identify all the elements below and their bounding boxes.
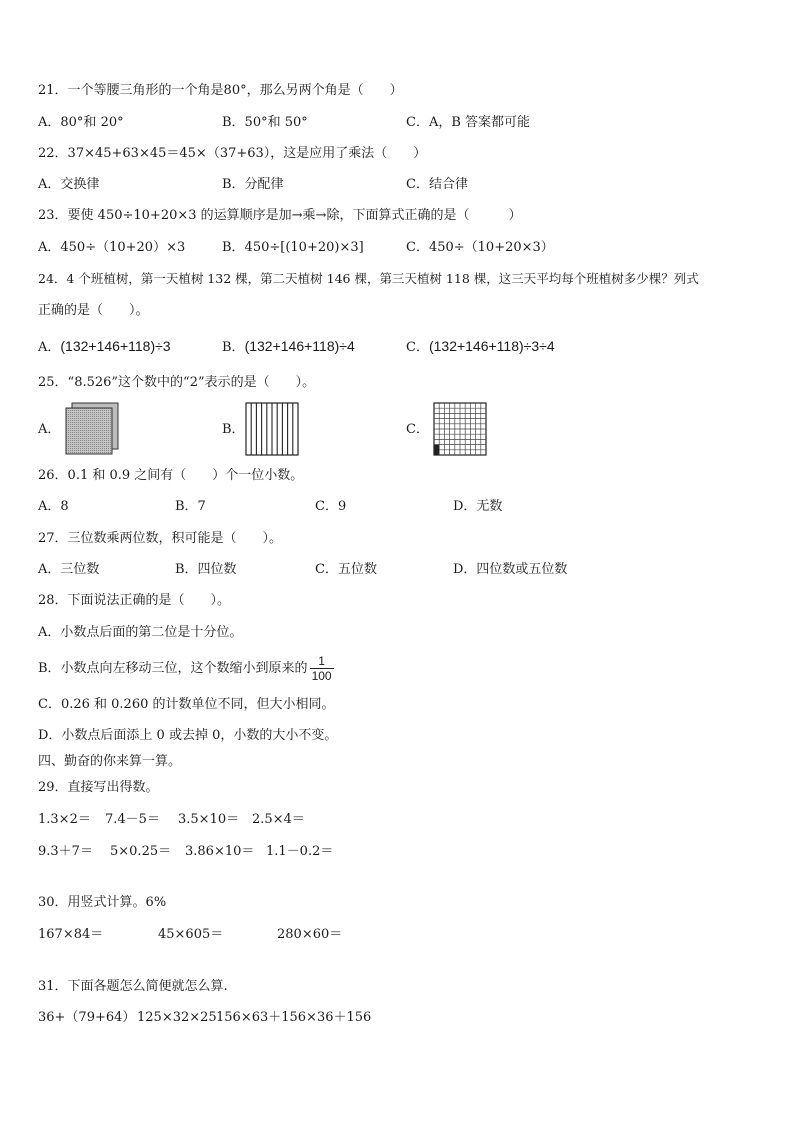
q29-item: 3.5×10＝: [178, 812, 240, 827]
section-4-heading: 四、勤奋的你来算一算。: [38, 754, 182, 769]
q26-option-b: B．7: [175, 499, 206, 514]
q22-stem: 22．37×45+63×45＝45×（37+63），这是应用了乘法（ ）: [38, 146, 427, 161]
q29-item: 7.4－5＝: [105, 812, 160, 827]
q24-option-a-label: A．: [38, 340, 61, 355]
q29-stem: 29．直接写出得数。: [38, 780, 159, 795]
q30-item: 280×60＝: [277, 927, 343, 942]
q24-option-b-label: B．: [222, 340, 245, 355]
q30-stem: 30．用竖式计算。6%: [38, 895, 167, 910]
q28-option-b-text: B．小数点向左移动三位，这个数缩小到原来的: [38, 661, 308, 676]
q21-option-c: C．A，B 答案都可能: [406, 115, 531, 130]
q29-item: 1.1－0.2＝: [266, 844, 334, 859]
q21-option-b: B．50°和 50°: [222, 115, 308, 130]
q28-option-d: D．小数点后面添上 0 或去掉 0，小数的大小不变。: [38, 728, 338, 743]
q24-option-a-expr: (132+146+118)÷3: [60, 338, 171, 354]
q28-option-b-fraction: [310, 654, 334, 683]
q30-item: 45×605＝: [158, 927, 224, 942]
q26-option-c: C．9: [315, 499, 347, 514]
q23-stem: 23．要使 450÷10+20×3 的运算顺序是加→乘→除，下面算式正确的是（ ）: [38, 208, 522, 223]
q25-option-b-label: B．: [222, 422, 245, 437]
q28-stem: 28．下面说法正确的是（ ）。: [38, 593, 231, 608]
q24-option-b-expr: (132+146+118)÷4: [244, 338, 355, 354]
q22-option-c: C．结合律: [406, 177, 468, 192]
q26-option-d: D．无数: [453, 499, 503, 514]
q23-option-b: B．450÷[(10+20)×3]: [222, 240, 364, 255]
q29-item: 2.5×4＝: [252, 812, 305, 827]
q24-option-c: [406, 338, 555, 356]
q25-option-b-picture: [245, 402, 300, 456]
q27-option-d: D．四位数或五位数: [453, 562, 568, 577]
q27-stem: 27．三位数乘两位数，积可能是（ ）。: [38, 531, 283, 546]
q31-item: 125×32×25: [137, 1010, 217, 1025]
q23-option-a: A．450÷（10+20）×3: [38, 240, 186, 255]
q29-item: 9.3＋7＝: [38, 844, 93, 859]
q25-stem: 25．“8.526”这个数中的“2”表示的是（ ）。: [38, 375, 316, 390]
q21-option-a: A．80°和 20°: [38, 115, 124, 130]
q25-option-a-label: A．: [38, 422, 61, 437]
q30-item: 167×84＝: [38, 927, 104, 942]
q27-option-a: A．三位数: [38, 562, 100, 577]
fraction-numerator: 1: [310, 654, 334, 669]
q27-option-c: C．五位数: [315, 562, 377, 577]
q23-option-c: C．450÷（10+20×3）: [406, 240, 554, 255]
q24-stem-line1: 24．4 个班植树，第一天植树 132 棵，第二天植树 146 棵，第三天植树 118 棵，这三天平均每个班植树多少棵？列式: [38, 271, 699, 286]
q24-option-c-label: C．: [406, 340, 429, 355]
q26-option-a: A．8: [38, 499, 69, 514]
q25-option-a-picture: [64, 402, 120, 456]
q24-option-b: [222, 338, 355, 356]
q25-option-c-label: C．: [406, 422, 429, 437]
q29-item: 1.3×2＝: [38, 812, 91, 827]
q22-option-b: B．分配律: [222, 177, 284, 192]
q28-option-a: A．小数点后面的第二位是十分位。: [38, 625, 243, 640]
fraction-denominator: 100: [311, 669, 332, 683]
q24-stem-line2: 正确的是（ ）。: [38, 303, 149, 318]
q24-option-a: [38, 338, 171, 356]
shaded-cells: [435, 445, 440, 455]
q25-option-c-picture: [433, 402, 489, 456]
q29-item: 3.86×10＝: [185, 844, 255, 859]
q31-item: 156×63＋156×36＋156: [216, 1010, 372, 1025]
q31-stem: 31．下面各题怎么简便就怎么算.: [38, 979, 228, 994]
q26-stem: 26．0.1 和 0.9 之间有（ ）个一位小数。: [38, 468, 304, 483]
q31-item: 36+（79+64）: [38, 1010, 136, 1025]
q27-option-b: B．四位数: [175, 562, 237, 577]
q24-option-c-expr: (132+146+118)÷3÷4: [428, 338, 555, 354]
q28-option-b: [38, 650, 334, 688]
q28-option-c: C．0.26 和 0.260 的计数单位不同，但大小相同。: [38, 697, 335, 712]
q29-item: 5×0.25＝: [110, 844, 172, 859]
q21-stem: 21．一个等腰三角形的一个角是80°，那么另两个角是（ ）: [38, 83, 403, 98]
q22-option-a: A．交换律: [38, 177, 100, 192]
